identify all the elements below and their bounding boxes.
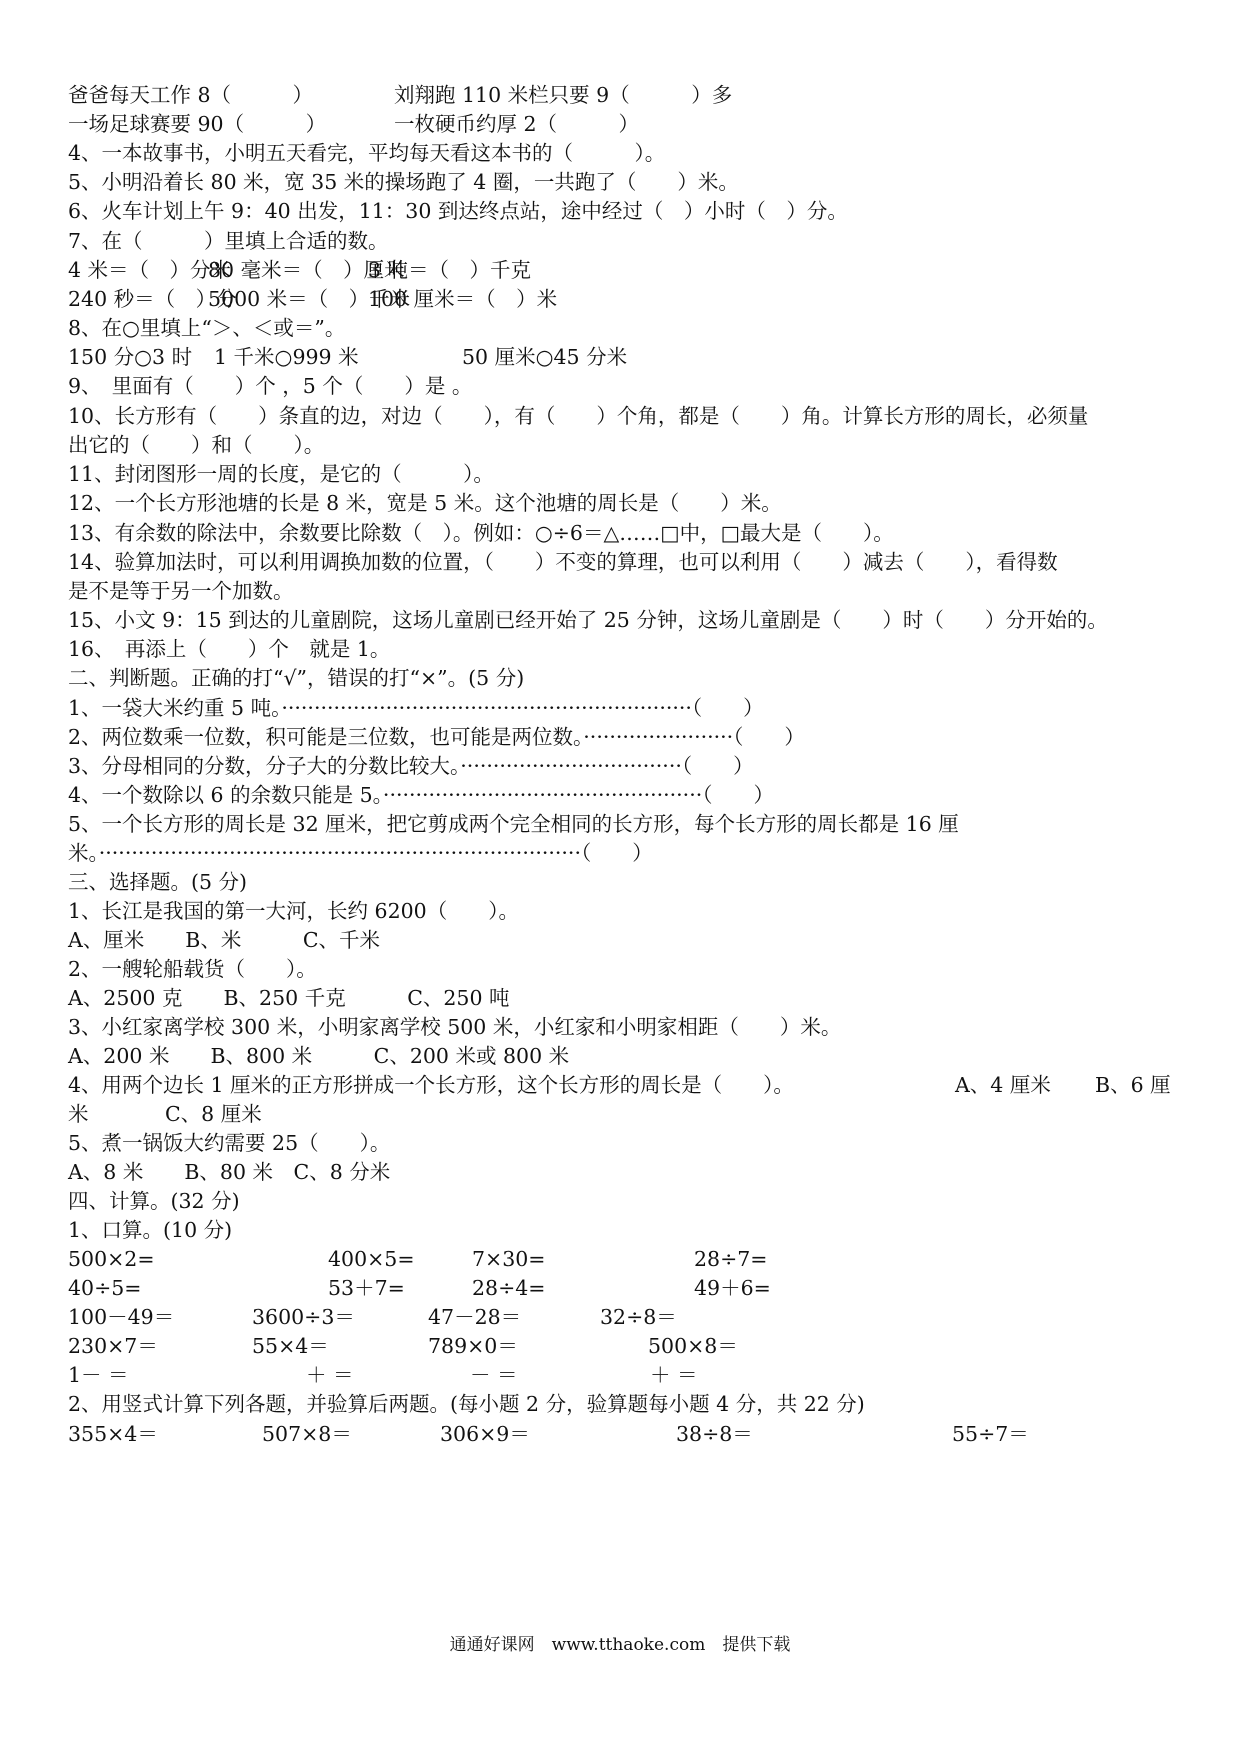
line-47-seg-5: 55÷7＝ <box>952 1422 1029 1446</box>
line-47-seg-4: 38÷8＝ <box>676 1422 753 1446</box>
line-12-seg-1: 10、长方形有（ ）条直的边，对边（ ），有（ ）个角，都是（ ）角。计算长方形的周长，必须量 <box>68 404 1089 428</box>
line-30-seg-1: A、厘米 B、米 C、千米 <box>68 928 381 952</box>
line-7-seg-2: 80 毫米＝（ ）厘米 <box>208 258 405 282</box>
line-47-seg-2: 507×8＝ <box>262 1422 352 1446</box>
line-26-seg-1: 5、一个长方形的周长是 32 厘米，把它剪成两个完全相同的长方形，每个长方形的周长都是 16 厘 <box>68 812 959 836</box>
line-34-seg-1: A、200 米 B、800 米 C、200 米或 800 米 <box>68 1044 570 1068</box>
line-45-seg-2: ＋ ＝ <box>306 1363 354 1387</box>
line-41-seg-4: 28÷7= <box>694 1247 768 1271</box>
line-14-seg-1: 11、封闭图形一周的长度，是它的（ ）。 <box>68 462 494 486</box>
line-43-seg-4: 32÷8＝ <box>600 1305 677 1329</box>
line-20-seg-1: 16、 再添上（ ）个 就是 1。 <box>68 637 391 661</box>
line-23-seg-1: 2、两位数乘一位数，积可能是三位数，也可能是两位数。·······················（ ） <box>68 725 805 749</box>
line-4-seg-1: 5、小明沿着长 80 米，宽 35 米的操场跑了 4 圈，一共跑了（ ）米。 <box>68 170 739 194</box>
line-7-seg-1: 4 米＝（ ）分米 <box>68 258 232 282</box>
line-40-seg-1: 1、口算。(10 分) <box>68 1218 233 1242</box>
footer-source: 通通好课网 www.tthaoke.com 提供下载 <box>449 1635 791 1655</box>
line-36-seg-1: 米 <box>68 1102 89 1126</box>
line-1-seg-2: 刘翔跑 110 米栏只要 9（ ）多 <box>394 83 733 107</box>
line-42-seg-2: 53＋7= <box>328 1276 405 1300</box>
line-24-seg-1: 3、分母相同的分数，分子大的分数比较大。··································（ ） <box>68 754 754 778</box>
line-10-seg-3: 50 厘米○45 分米 <box>462 345 628 369</box>
line-10-seg-2: 1 千米○999 米 <box>214 345 359 369</box>
line-43-seg-1: 100－49＝ <box>68 1305 175 1329</box>
line-8-seg-3: 100 厘米＝（ ）米 <box>368 287 558 311</box>
line-42-seg-4: 49＋6= <box>694 1276 771 1300</box>
line-11-seg-1: 9、 里面有（ ）个 ，5 个（ ）是 。 <box>68 374 473 398</box>
line-42-seg-1: 40÷5= <box>68 1276 142 1300</box>
line-6-seg-1: 7、在（ ）里填上合适的数。 <box>68 229 389 253</box>
line-47-seg-3: 306×9＝ <box>440 1422 530 1446</box>
line-45-seg-3: － ＝ <box>470 1363 518 1387</box>
line-45-seg-1: 1－ ＝ <box>68 1363 129 1387</box>
line-44-seg-1: 230×7＝ <box>68 1334 158 1358</box>
line-13-seg-1: 出它的（ ）和（ ）。 <box>68 433 325 457</box>
line-15-seg-1: 12、一个长方形池塘的长是 8 米，宽是 5 米。这个池塘的周长是（ ）米。 <box>68 491 782 515</box>
line-7-seg-3: 3 吨＝（ ）千克 <box>368 258 532 282</box>
line-29-seg-1: 1、长江是我国的第一大河，长约 6200（ ）。 <box>68 899 519 923</box>
line-3-seg-1: 4、一本故事书，小明五天看完，平均每天看这本书的（ ）。 <box>68 141 666 165</box>
line-8-seg-2: 5000 米＝（ ）千米 <box>208 287 411 311</box>
line-47-seg-1: 355×4＝ <box>68 1422 158 1446</box>
line-36-seg-2: C、8 厘米 <box>165 1102 262 1126</box>
line-44-seg-4: 500×8＝ <box>648 1334 738 1358</box>
line-28-seg-1: 三、选择题。(5 分) <box>68 870 248 894</box>
line-44-seg-2: 55×4＝ <box>252 1334 329 1358</box>
line-5-seg-1: 6、火车计划上午 9：40 出发，11：30 到达终点站，途中经过（ ）小时（ ）分。 <box>68 199 848 223</box>
line-37-seg-1: 5、煮一锅饭大约需要 25（ ）。 <box>68 1131 391 1155</box>
line-2-seg-1: 一场足球赛要 90（ ） <box>68 112 327 136</box>
line-35-seg-1: 4、用两个边长 1 厘米的正方形拼成一个长方形，这个长方形的周长是（ ）。 <box>68 1073 794 1097</box>
line-45-seg-4: ＋ ＝ <box>650 1363 698 1387</box>
line-18-seg-1: 是不是等于另一个加数。 <box>68 579 294 603</box>
line-21-seg-1: 二、判断题。正确的打“√”，错误的打“×”。(5 分) <box>68 666 525 690</box>
line-9-seg-1: 8、在○里填上“＞、＜或＝”。 <box>68 316 346 340</box>
line-41-seg-1: 500×2= <box>68 1247 155 1271</box>
line-44-seg-3: 789×0＝ <box>428 1334 518 1358</box>
line-31-seg-1: 2、一艘轮船载货（ ）。 <box>68 957 317 981</box>
line-35-seg-3: B、6 厘 <box>1095 1073 1171 1097</box>
line-25-seg-1: 4、一个数除以 6 的余数只能是 5。·················································（ ） <box>68 783 774 807</box>
line-38-seg-1: A、8 米 B、80 米 C、8 分米 <box>68 1160 391 1184</box>
line-43-seg-2: 3600÷3＝ <box>252 1305 355 1329</box>
line-41-seg-3: 7×30= <box>472 1247 546 1271</box>
line-46-seg-1: 2、用竖式计算下列各题，并验算后两题。(每小题 2 分，验算题每小题 4 分，共 22 分) <box>68 1392 865 1416</box>
line-35-seg-2: A、4 厘米 <box>955 1073 1051 1097</box>
line-42-seg-3: 28÷4= <box>472 1276 546 1300</box>
line-1-seg-1: 爸爸每天工作 8（ ） <box>68 83 314 107</box>
line-16-seg-1: 13、有余数的除法中，余数要比除数（ ）。例如：○÷6＝△……□中，□最大是（ ）。 <box>68 521 894 545</box>
line-8-seg-1: 240 秒＝（ ）分 <box>68 287 237 311</box>
line-33-seg-1: 3、小红家离学校 300 米，小明家离学校 500 米，小红家和小明家相距（ ）米。 <box>68 1015 842 1039</box>
line-32-seg-1: A、2500 克 B、250 千克 C、250 吨 <box>68 986 510 1010</box>
line-10-seg-1: 150 分○3 时 <box>68 345 193 369</box>
line-39-seg-1: 四、计算。(32 分) <box>68 1189 240 1213</box>
line-22-seg-1: 1、一袋大米约重 5 吨。·······························································（ ） <box>68 696 764 720</box>
line-17-seg-1: 14、验算加法时，可以利用调换加数的位置，（ ）不变的算理，也可以利用（ ）减去（ ），看得数 <box>68 550 1058 574</box>
line-43-seg-3: 47－28＝ <box>428 1305 522 1329</box>
line-2-seg-2: 一枚硬币约厚 2（ ） <box>394 112 640 136</box>
line-41-seg-2: 400×5= <box>328 1247 415 1271</box>
line-19-seg-1: 15、小文 9：15 到达的儿童剧院，这场儿童剧已经开始了 25 分钟，这场儿童剧是（ ）时（ ）分开始的。 <box>68 608 1108 632</box>
line-27-seg-1: 米。··········································································（ ） <box>68 841 653 865</box>
